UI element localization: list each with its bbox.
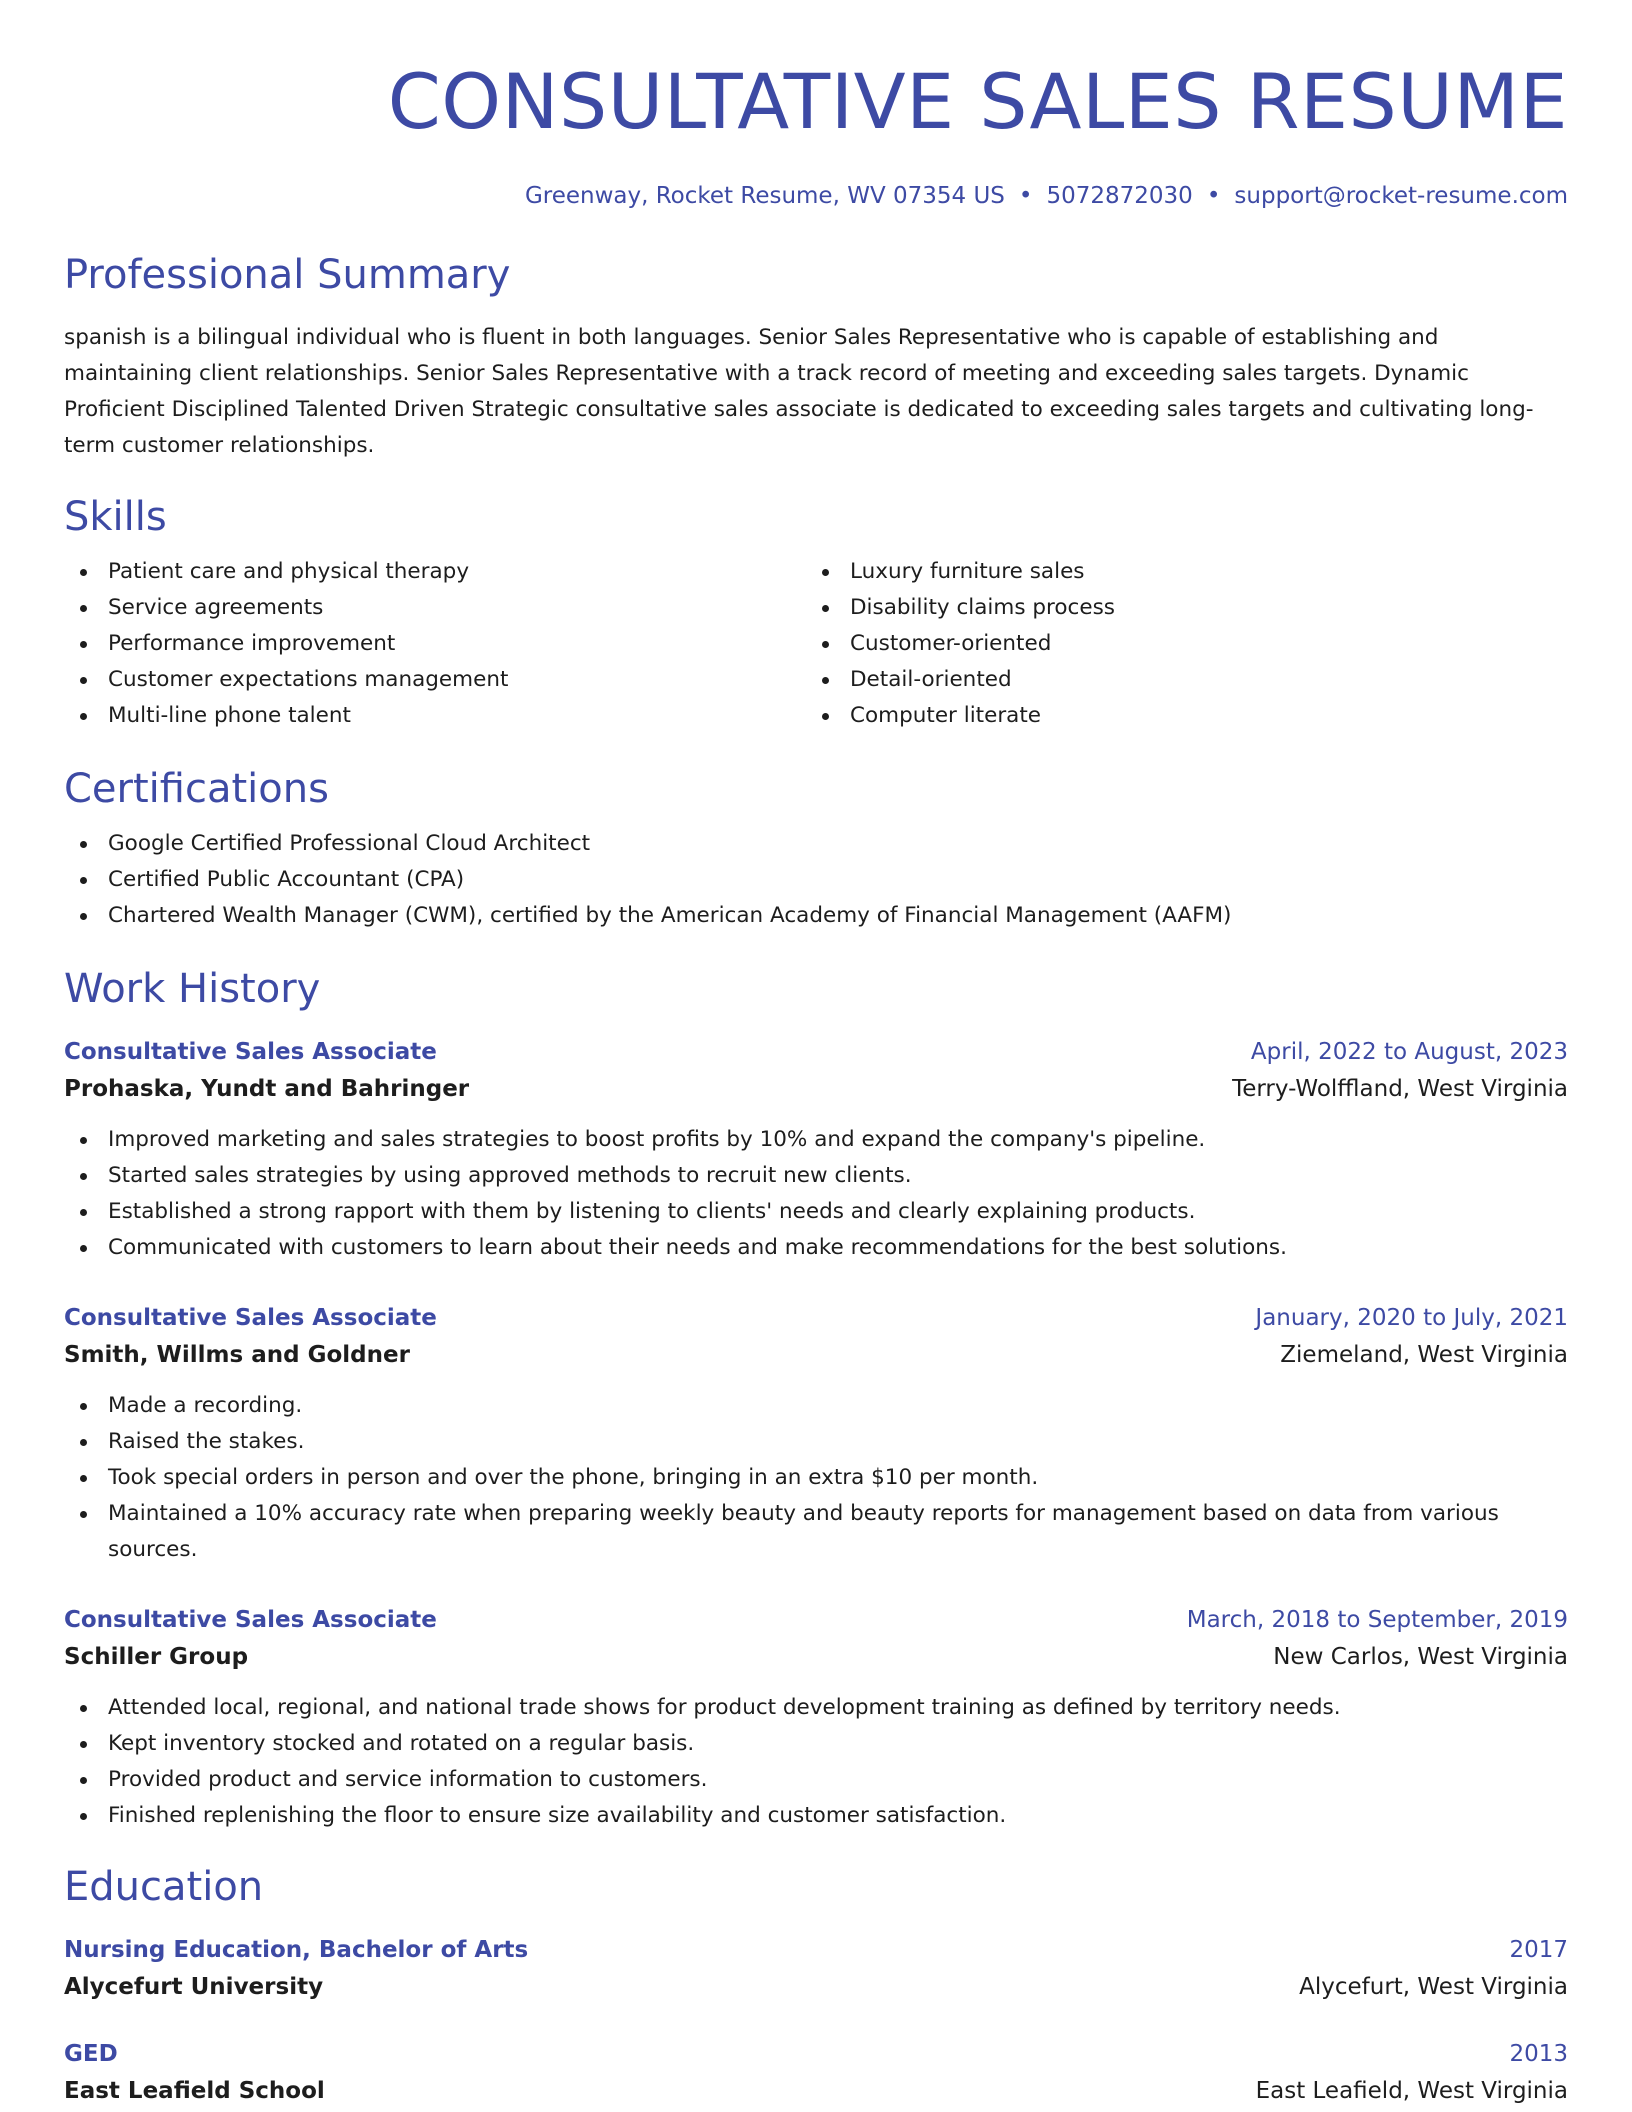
skill-item: Service agreements — [64, 590, 806, 626]
contact-line — [64, 180, 1568, 212]
job-title: Consultative Sales Associate — [64, 1039, 437, 1065]
skill-item: Disability claims process — [806, 590, 1548, 626]
section-heading-work-history: Work History — [64, 966, 321, 1012]
skill-item: Computer literate — [806, 698, 1548, 734]
education-entry — [64, 1932, 1568, 2006]
job-bullet: Improved marketing and sales strategies to boost profits by 10% and expand the company's pipeline. — [64, 1122, 1568, 1158]
education-location: Alycefurt, West Virginia — [1299, 1974, 1568, 2000]
education-school: East Leafield School — [64, 2078, 325, 2104]
job-bullet: Provided product and service information to customers. — [64, 1762, 1568, 1798]
education-entry — [64, 2036, 1568, 2110]
education-degree: GED — [64, 2041, 118, 2067]
certifications-list — [64, 826, 1568, 934]
job-title: Consultative Sales Associate — [64, 1607, 437, 1633]
job-entry — [64, 1034, 1568, 1266]
job-company-row — [64, 1638, 1568, 1676]
job-title-row — [64, 1300, 1568, 1336]
education-location: East Leafield, West Virginia — [1255, 2078, 1568, 2104]
summary-section — [64, 250, 1568, 464]
job-location: Terry-Wolffland, West Virginia — [1232, 1076, 1568, 1102]
job-dates: March, 2018 to September, 2019 — [1186, 1607, 1568, 1633]
summary-text: spanish is a bilingual individual who is fluent in both languages. Senior Sales Representative who is capable of establishing and maintaining client relationships. Senior Sales Representative with a track record of meeting and exceeding sales targets. Dynamic Proficient Disciplined Talented Driven Strategic consultative sales associate is dedicated to exceeding sales targets and cultivating long-term customer relationships. — [64, 325, 1534, 458]
contact-email: support@rocket-resume.com — [1234, 183, 1568, 209]
skills-grid — [64, 554, 1568, 734]
resume-header — [64, 0, 1568, 212]
job-title: Consultative Sales Associate — [64, 1305, 437, 1331]
job-title-row — [64, 1034, 1568, 1070]
job-bullets — [64, 1690, 1568, 1834]
job-company: Prohaska, Yundt and Bahringer — [64, 1076, 470, 1102]
job-bullet: Started sales strategies by using approved methods to recruit new clients. — [64, 1158, 1568, 1194]
job-bullets — [64, 1388, 1568, 1568]
job-company-row — [64, 1070, 1568, 1108]
education-school-row — [64, 2072, 1568, 2110]
skill-item: Performance improvement — [64, 626, 806, 662]
certification-item: Google Certified Professional Cloud Architect — [64, 826, 1568, 862]
contact-phone: 5072872030 — [1046, 183, 1193, 209]
education-school: Alycefurt University — [64, 1974, 324, 2000]
job-bullet: Raised the stakes. — [64, 1424, 1568, 1460]
contact-separator: • — [1018, 183, 1033, 209]
job-bullet: Communicated with customers to learn about their needs and make recommendations for the best solutions. — [64, 1230, 1568, 1266]
education-degree: Nursing Education, Bachelor of Arts — [64, 1937, 529, 1963]
job-bullets — [64, 1122, 1568, 1266]
job-company: Smith, Willms and Goldner — [64, 1342, 410, 1368]
job-dates: January, 2020 to July, 2021 — [1255, 1305, 1568, 1331]
education-section — [64, 1862, 1568, 2110]
section-heading-summary: Professional Summary — [64, 252, 511, 298]
skill-item: Luxury furniture sales — [806, 554, 1548, 590]
job-bullet: Kept inventory stocked and rotated on a regular basis. — [64, 1726, 1568, 1762]
job-bullet: Attended local, regional, and national trade shows for product development training as defined by territory needs. — [64, 1690, 1568, 1726]
resume-title: CONSULTATIVE SALES RESUME — [387, 57, 1568, 146]
certifications-section — [64, 764, 1568, 934]
skill-item: Customer expectations management — [64, 662, 806, 698]
certification-item: Certified Public Accountant (CPA) — [64, 862, 1568, 898]
job-bullet: Made a recording. — [64, 1388, 1568, 1424]
section-heading-education: Education — [64, 1864, 264, 1910]
job-bullet: Finished replenishing the floor to ensure size availability and customer satisfaction. — [64, 1798, 1568, 1834]
education-degree-row — [64, 1932, 1568, 1968]
skill-item: Customer-oriented — [806, 626, 1548, 662]
job-entry — [64, 1602, 1568, 1834]
job-bullet: Maintained a 10% accuracy rate when preparing weekly beauty and beauty reports for management based on data from various sources. — [64, 1496, 1568, 1568]
skill-item: Patient care and physical therapy — [64, 554, 806, 590]
skills-list-left — [64, 554, 806, 734]
skill-item: Multi-line phone talent — [64, 698, 806, 734]
section-heading-skills: Skills — [64, 494, 167, 540]
job-company-row — [64, 1336, 1568, 1374]
certification-item: Chartered Wealth Manager (CWM), certified by the American Academy of Financial Management (AAFM) — [64, 898, 1568, 934]
job-location: Ziemeland, West Virginia — [1280, 1342, 1568, 1368]
section-heading-certifications: Certifications — [64, 766, 329, 812]
job-company: Schiller Group — [64, 1644, 249, 1670]
skill-item: Detail-oriented — [806, 662, 1548, 698]
education-year: 2013 — [1509, 2041, 1568, 2067]
education-degree-row — [64, 2036, 1568, 2072]
skills-section — [64, 492, 1568, 734]
contact-separator: • — [1206, 183, 1221, 209]
job-bullet: Established a strong rapport with them by listening to clients' needs and clearly explaining products. — [64, 1194, 1568, 1230]
contact-address: Greenway, Rocket Resume, WV 07354 US — [524, 183, 1005, 209]
job-dates: April, 2022 to August, 2023 — [1250, 1039, 1568, 1065]
job-bullet: Took special orders in person and over the phone, bringing in an extra $10 per month. — [64, 1460, 1568, 1496]
job-title-row — [64, 1602, 1568, 1638]
job-entry — [64, 1300, 1568, 1568]
job-location: New Carlos, West Virginia — [1273, 1644, 1568, 1670]
skills-list-right — [806, 554, 1548, 734]
education-school-row — [64, 1968, 1568, 2006]
work-history-section — [64, 964, 1568, 1834]
education-year: 2017 — [1509, 1937, 1568, 1963]
